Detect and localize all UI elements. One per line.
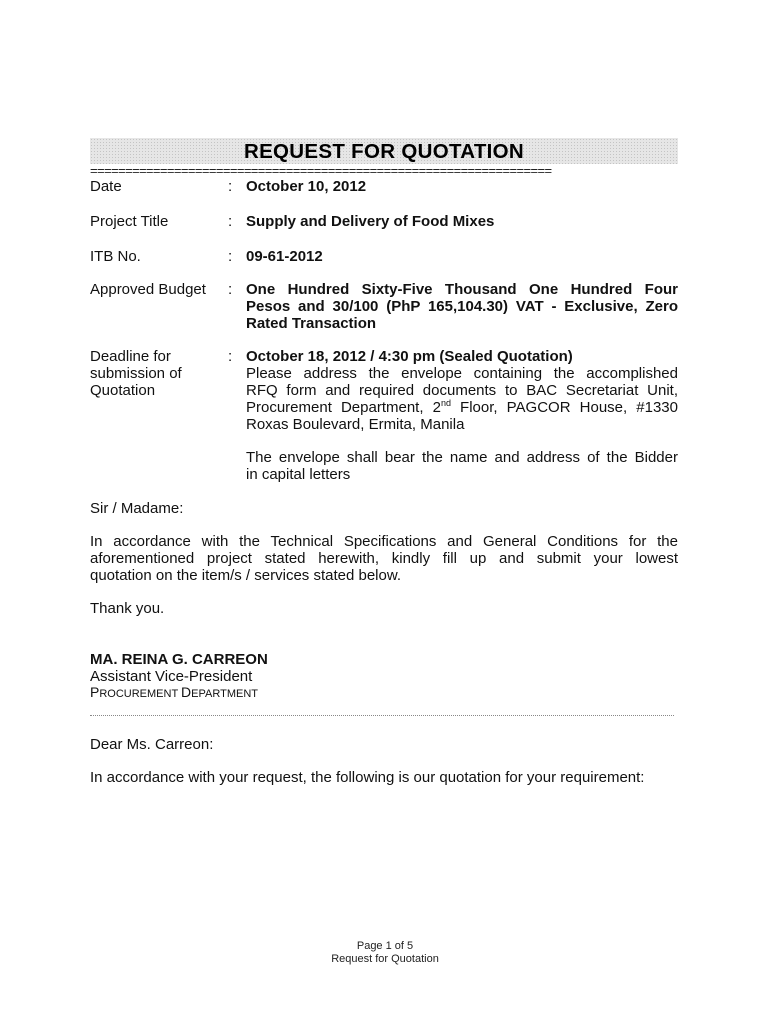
deadline-label — [90, 348, 225, 399]
title-banner — [90, 138, 678, 164]
project-title-label: Project Title — [90, 213, 169, 230]
deadline-instruction-line: Roxas Boulevard, Ermita, Manila — [246, 416, 465, 433]
reply-body: In accordance with your request, the following is our quotation for your requirement: — [90, 769, 645, 786]
itb-no-label: ITB No. — [90, 248, 141, 265]
approved-budget-value — [246, 281, 678, 332]
salutation: Sir / Madame: — [90, 500, 184, 517]
footer-doc-title: Request for Quotation — [331, 953, 439, 965]
deadline-headline: October 18, 2012 / 4:30 pm (Sealed Quotation) — [246, 348, 573, 365]
letter-body-line: aforementioned project stated herewith, kindly fill up and submit your lowest — [90, 550, 678, 567]
ordinal-superscript: nd — [440, 398, 451, 408]
dept-smallcaps: ROCUREMENT — [99, 688, 182, 700]
envelope-note-line: in capital letters — [246, 466, 351, 483]
deadline-label-line: Deadline for — [90, 348, 171, 365]
approved-budget-line: Pesos and 30/100 (PhP 165,104.30) VAT - Exclusive, Zero — [246, 298, 678, 315]
approved-budget-line: One Hundred Sixty-Five Thousand One Hundred Four — [246, 281, 678, 298]
approved-budget-line: Rated Transaction — [246, 315, 377, 332]
dept-initial: D — [181, 684, 192, 700]
deadline-instruction-line — [246, 399, 678, 416]
instruction-text: Procurement Department, 2 — [246, 399, 441, 416]
itb-no-value: 09-61-2012 — [246, 248, 323, 265]
document-title: REQUEST FOR QUOTATION — [243, 140, 524, 163]
project-title-colon: : — [228, 213, 233, 230]
signatory-position: Assistant Vice-President — [90, 668, 253, 685]
approved-budget-colon: : — [228, 281, 233, 298]
signatory-department — [90, 684, 490, 703]
page-number: Page 1 of 5 — [356, 940, 414, 952]
date-colon: : — [228, 178, 233, 195]
letter-body-line: quotation on the item/s / services stated below. — [90, 567, 402, 584]
signatory-name: MA. REINA G. CARREON — [90, 651, 268, 668]
dept-initial: P — [90, 684, 100, 700]
itb-no-colon: : — [228, 248, 233, 265]
date-value: October 10, 2012 — [246, 178, 367, 195]
deadline-instruction-line: Please address the envelope containing the accomplished — [246, 365, 678, 382]
deadline-label-line: Quotation — [90, 382, 156, 399]
deadline-label-line: submission of — [90, 365, 182, 382]
deadline-instruction-line: RFQ form and required documents to BAC Secretariat Unit, — [246, 382, 678, 399]
envelope-note-line: The envelope shall bear the name and address of the Bidder — [246, 449, 678, 466]
letter-body-line: In accordance with the Technical Specifications and General Conditions for the — [90, 533, 678, 550]
dept-smallcaps: EPARTMENT — [191, 688, 258, 700]
reply-salutation: Dear Ms. Carreon: — [90, 736, 214, 753]
date-label: Date — [90, 178, 122, 195]
closing-text: Thank you. — [90, 600, 165, 617]
approved-budget-label: Approved Budget — [90, 281, 206, 298]
separator-line: ================================================================== — [90, 166, 552, 176]
letter-body — [90, 533, 678, 584]
project-title-value: Supply and Delivery of Food Mixes — [246, 213, 495, 230]
deadline-colon: : — [228, 348, 233, 365]
divider — [90, 715, 674, 716]
deadline-value — [246, 348, 678, 433]
envelope-note — [246, 449, 678, 483]
instruction-text: Floor, PAGCOR House, #1330 — [450, 399, 678, 416]
